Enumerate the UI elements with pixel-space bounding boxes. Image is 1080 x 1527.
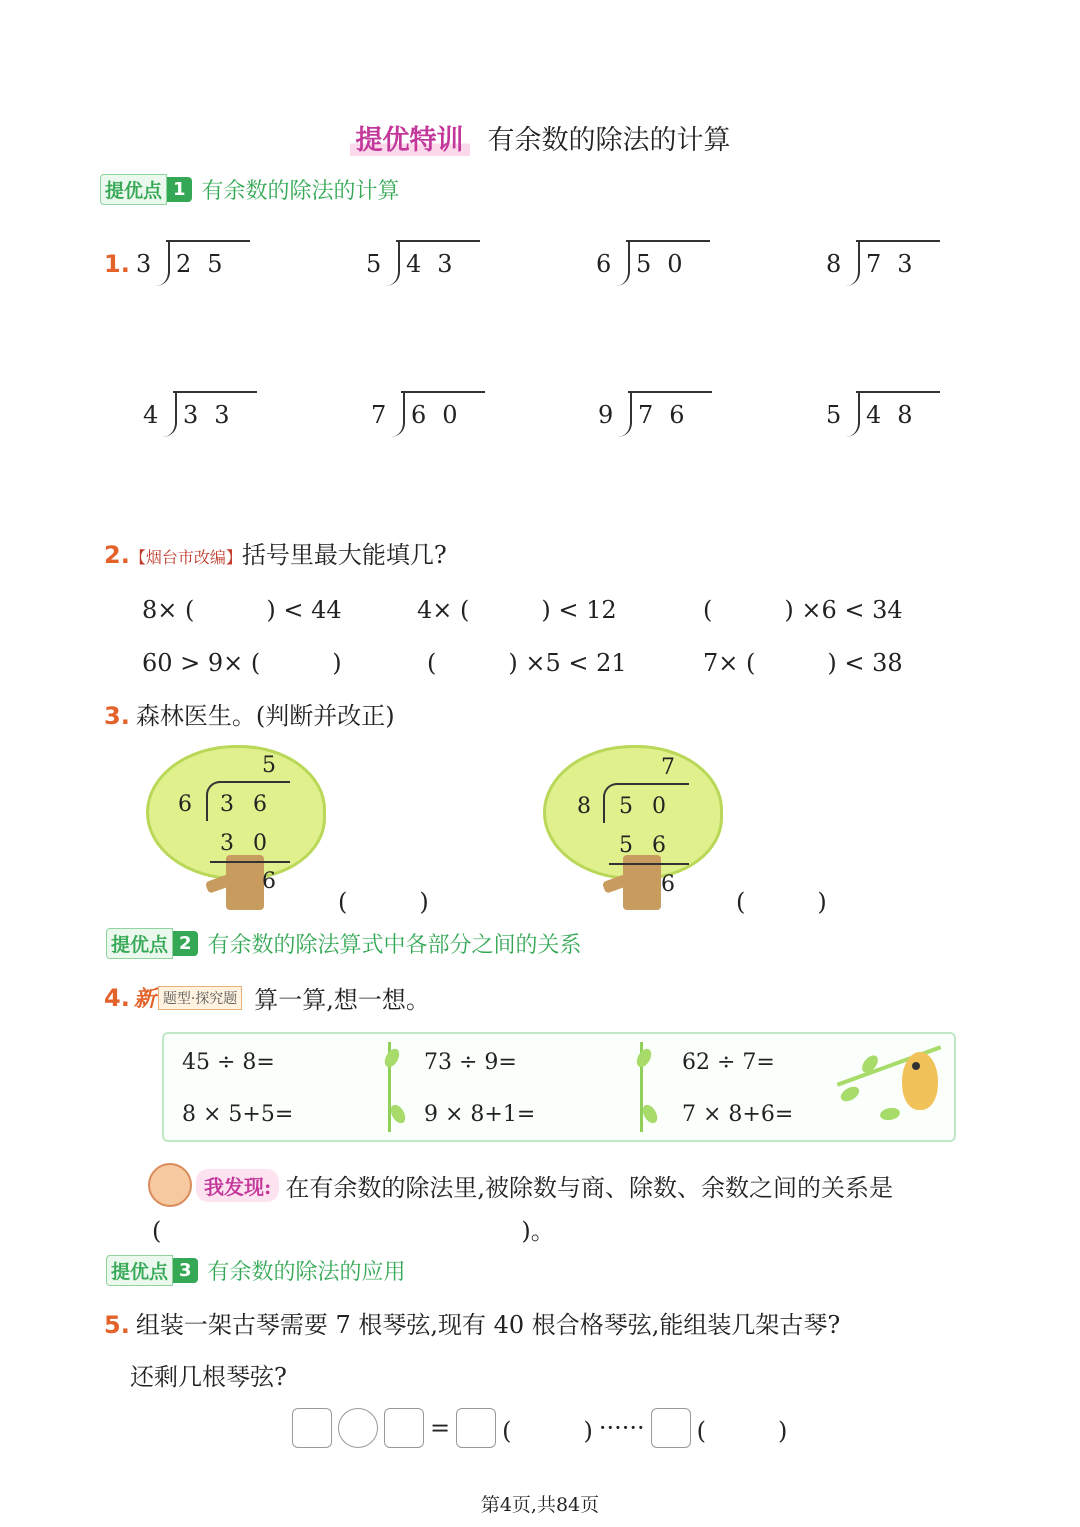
divisor: 6: [178, 792, 192, 817]
divisor: 6: [596, 250, 612, 278]
discovery-text: 在有余数的除法里,被除数与商、除数、余数之间的关系是: [285, 1173, 894, 1202]
dividend: 5 0: [619, 794, 672, 819]
divisor: 8: [826, 250, 842, 278]
question-number-5: 5.: [104, 1311, 130, 1339]
subtraction-line: [609, 863, 689, 865]
section-tag: 提优点: [100, 174, 167, 205]
division-bar: [856, 240, 940, 242]
question-4-header: [104, 980, 430, 1015]
expression: 73 ÷ 9=: [424, 1050, 517, 1075]
question-text: 森林医生。(判断并改正): [135, 702, 395, 730]
operator-circle[interactable]: [338, 1408, 378, 1448]
divisor: 3: [136, 250, 152, 278]
expression: 8 × 5+5=: [182, 1102, 294, 1127]
answer-box[interactable]: [651, 1408, 691, 1448]
section-tag: 提优点: [106, 928, 173, 959]
leaf-icon: [879, 1106, 901, 1121]
question-number-2: 2.: [104, 541, 130, 569]
division-bar: [856, 391, 940, 393]
remainder-dots: ······: [598, 1414, 645, 1442]
answer-paren: ( ): [338, 888, 429, 916]
calculation-box: [162, 1032, 956, 1142]
section-header-2: [106, 928, 582, 959]
leaf-icon: [838, 1084, 861, 1104]
question-text-line-2: 还剩几根琴弦?: [130, 1363, 287, 1391]
question-type-badge: 题型·探究题: [158, 986, 242, 1010]
divisor: 5: [826, 401, 842, 429]
division-bar: [626, 240, 710, 242]
dividend: 76: [638, 401, 701, 429]
title-tag: 提优特训: [350, 125, 470, 156]
question-number-3: 3.: [104, 702, 130, 730]
dividend: 48: [866, 401, 929, 429]
question-text: 组装一架古琴需要 7 根琴弦,现有 40 根合格琴弦,能组装几架古琴?: [135, 1311, 841, 1339]
question-text: 算一算,想一想。: [254, 986, 430, 1014]
section-number: 3: [173, 1258, 198, 1283]
dividend: 43: [406, 250, 469, 278]
question-number-4: 4.: [104, 983, 130, 1012]
section-title: 有余数的除法的应用: [207, 1260, 406, 1285]
kid-avatar-icon: [148, 1163, 192, 1207]
division-bar: [401, 391, 485, 393]
divisor: 7: [371, 401, 387, 429]
answer-paren: ( ): [736, 888, 827, 916]
inequality: 7× ( ) < 38: [703, 649, 903, 677]
bird-eye-icon: [912, 1062, 920, 1070]
bird-icon: [902, 1052, 938, 1110]
remainder: 6: [262, 869, 276, 894]
leaf-icon: [634, 1046, 654, 1069]
answer-box[interactable]: [384, 1408, 424, 1448]
divisor: 4: [143, 401, 159, 429]
quotient: 5: [262, 753, 276, 778]
equals-sign: =: [430, 1414, 451, 1442]
divisor: 5: [366, 250, 382, 278]
dividend: 50: [636, 250, 699, 278]
inequality: ( ) ×5 < 21: [427, 649, 627, 677]
discovery-line: [148, 1163, 893, 1207]
dividend: 25: [176, 250, 239, 278]
title-main: 有余数的除法的计算: [487, 125, 731, 156]
division-bar: [628, 391, 712, 393]
unit-paren: ( ): [502, 1416, 593, 1445]
unit-paren: ( ): [696, 1416, 788, 1445]
dividend: 73: [866, 250, 929, 278]
page-footer: 第4页,共84页: [480, 1494, 600, 1516]
dividend: 33: [183, 401, 246, 429]
inequality: 8× ( ) < 44: [142, 596, 342, 624]
discovery-answer-blank: ( )。: [152, 1217, 555, 1245]
quotient: 7: [661, 755, 675, 780]
inequality: ( ) ×6 < 34: [703, 596, 903, 624]
division-bracket: [159, 391, 177, 437]
answer-box[interactable]: [292, 1408, 332, 1448]
discovery-tag: 我发现:: [196, 1169, 279, 1202]
expression: 7 × 8+6=: [682, 1102, 794, 1127]
question-2-header: [104, 535, 447, 570]
section-title: 有余数的除法的计算: [201, 179, 400, 204]
section-tag: 提优点: [106, 1255, 173, 1286]
divisor: 9: [598, 401, 614, 429]
tree-illustration: [146, 745, 326, 910]
division-bar: [396, 240, 480, 242]
expression: 62 ÷ 7=: [682, 1050, 775, 1075]
question-number-1: 1.: [104, 250, 130, 278]
question-3-header: [104, 696, 395, 731]
division-bar: [173, 391, 257, 393]
division-bar: [166, 240, 250, 242]
division-bracket: [387, 391, 405, 437]
inequality: 60 > 9× ( ): [142, 649, 342, 677]
source-tag: 【烟台市改编】: [129, 548, 242, 567]
tree-illustration: [543, 745, 723, 910]
section-number: 1: [167, 177, 192, 202]
inequality: 4× ( ) < 12: [417, 596, 617, 624]
subtraction-line: [210, 861, 290, 863]
dividend: 3 6: [220, 792, 273, 817]
division-bracket: [612, 240, 630, 286]
division-bracket: [842, 240, 860, 286]
division-bracket: [382, 240, 400, 286]
product: 5 6: [619, 833, 672, 858]
answer-equation: [292, 1408, 787, 1448]
division-bracket: [152, 240, 170, 286]
new-badge: 新: [133, 986, 156, 1012]
section-header-1: [100, 174, 400, 205]
page-title: [0, 118, 1080, 157]
leaf-icon: [382, 1046, 402, 1069]
section-title: 有余数的除法算式中各部分之间的关系: [207, 933, 582, 958]
question-5-line-1: [104, 1305, 840, 1340]
answer-box[interactable]: [456, 1408, 496, 1448]
expression: 45 ÷ 8=: [182, 1050, 275, 1075]
division-bracket: [614, 391, 632, 437]
divisor: 8: [577, 794, 591, 819]
division-bracket: [842, 391, 860, 437]
dividend: 60: [411, 401, 474, 429]
section-number: 2: [173, 931, 198, 956]
section-header-3: [106, 1255, 406, 1286]
expression: 9 × 8+1=: [424, 1102, 536, 1127]
question-text: 括号里最大能填几?: [241, 541, 447, 569]
remainder: 6: [661, 872, 675, 897]
product: 3 0: [220, 831, 273, 856]
